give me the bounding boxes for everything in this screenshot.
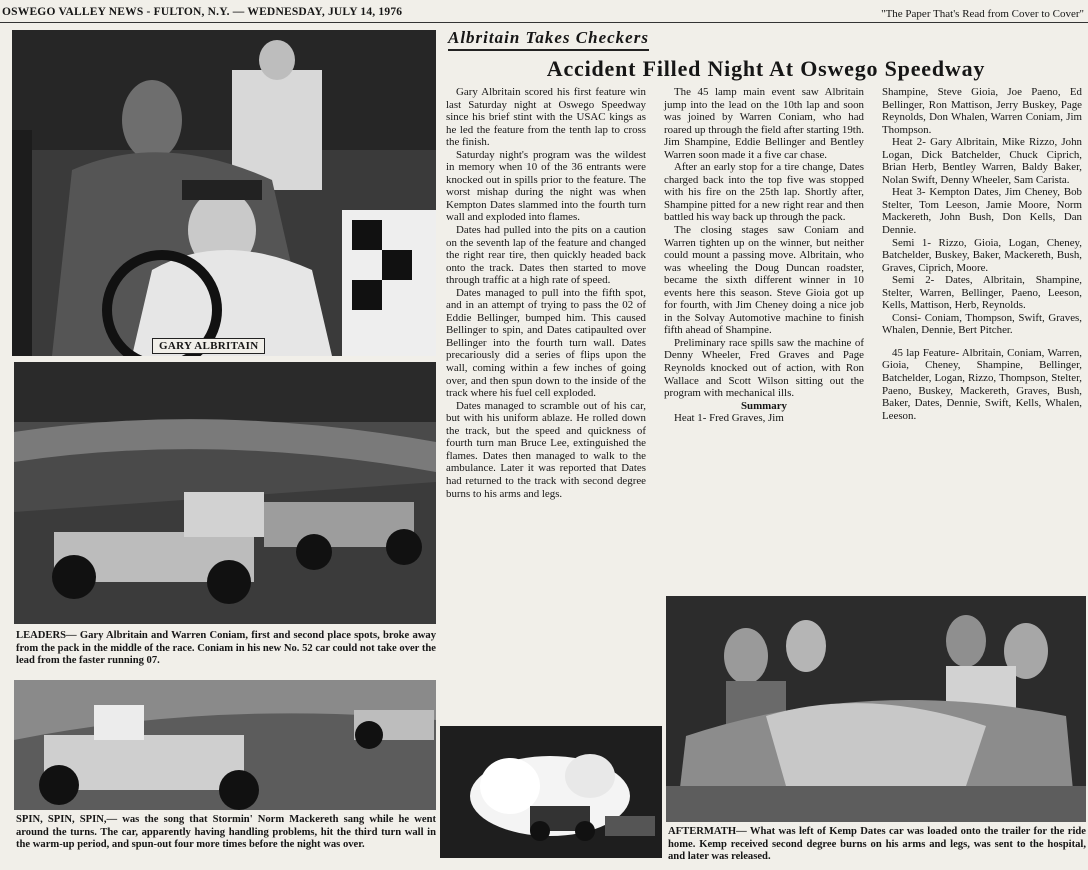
photo-label-gary-albritain: GARY ALBRITAIN xyxy=(152,338,265,354)
summary-title: Summary xyxy=(741,399,787,412)
article-headline: Accident Filled Night At Oswego Speedway xyxy=(546,56,986,81)
summary-heat1: Heat 1- Fred Graves, Jim xyxy=(674,412,784,425)
col1-paragraph: Gary Albritain scored his first feature win last Saturday night at Oswego Speedway since his brief stint with the USAC kings as he led the feature from the tenth lap to cross the finish. xyxy=(446,86,646,149)
article-kicker: Albritain Takes Checkers xyxy=(448,28,649,51)
col3-paragraph: Heat 2- Gary Albritain, Mike Rizzo, John Logan, Dick Batchelder, Chuck Ciprich, Brian Herb, Bentley Warren, Baldy Baker, Nolan Swift, Denny Wheeler, Sam Carista. xyxy=(882,136,1082,186)
photo-aftermath xyxy=(666,596,1086,822)
caption-leaders: LEADERS— Gary Albritain and Warren Coniam, first and second place spots, broke away from the pack in the middle of the race. Coniam in his new No. 52 car could not take over the lead from the faster running 07. xyxy=(16,630,436,667)
col3-paragraph: Semi 2- Dates, Albritain, Shampine, Stelter, Warren, Bellinger, Paeno, Leeson, Kells, Mattison, Herb, Reynolds. xyxy=(882,274,1082,312)
col2-paragraph: The 45 lamp main event saw Albritain jump into the lead on the 10th lap and soon was joined by Warren Coniam, who had roared up through the field after starting 19th. Jim Shampine, Eddie Bellinger and Bentley Warren soon made it a five car chase. xyxy=(664,86,864,161)
photo-driver-portrait xyxy=(12,30,436,356)
masthead-rule xyxy=(0,22,1088,23)
col1-paragraph: Saturday night's program was the wildest in memory when 10 of the 36 entrants were knocked out in spills prior to the feature. The worst mishap during the night was when Kempton Dates slammed into the fourth turn wall and exploded into flames. xyxy=(446,148,646,224)
col2-paragraph: Preliminary race spills saw the machine of Denny Wheeler, Fred Graves and Page Reynolds knocked out of action, with Ron Wallace and Scott Wilson sitting out the program with mechanical ills. xyxy=(664,336,864,400)
masthead-left: OSWEGO VALLEY NEWS - FULTON, N.Y. — WEDNESDAY, JULY 14, 1976 xyxy=(2,6,403,18)
col3-paragraph: 45 lap Feature- Albritain, Coniam, Warren, Gioia, Cheney, Shampine, Bellinger, Batchelder, Logan, Rizzo, Thompson, Stelter, Paeno, Buskey, Mackereth, Graves, Bush, Baker, Dates, Dennie, Swift, Kells, Whalen, Leeson. xyxy=(882,346,1082,422)
article-column-2 xyxy=(664,86,864,425)
col3-paragraph: Consi- Coniam, Thompson, Swift, Graves, Whalen, Dennie, Bert Pitcher. xyxy=(882,311,1082,337)
article-column-3 xyxy=(882,86,1082,422)
col1-paragraph: Dates had pulled into the pits on a caution on the seventh lap of the feature and changed the right rear tire, then quickly headed back onto the track. Dates then started to move through traffic at a high rate of speed. xyxy=(446,224,646,287)
col3-paragraph: Heat 3- Kempton Dates, Jim Cheney, Bob Stelter, Tom Leeson, Jamie Moore, Norm Mackereth, John Bush, Don Kells, Dan Dennie. xyxy=(882,186,1082,237)
article-column-1 xyxy=(446,86,646,500)
masthead-slogan: "The Paper That's Read from Cover to Cover" xyxy=(881,8,1084,20)
col2-paragraph: The closing stages saw Coniam and Warren tighten up on the winner, but neither could mount a passing move. Albritain, who was wheeling the Doug Duncan roadster, became the sixth different winner in 10 events here this season. Steve Gioia got up for fourth, with Jim Cheney doing a nice job in the Solvay Automotive machine to finish fifth ahead of Shampine. xyxy=(664,224,864,337)
caption-aftermath: AFTERMATH— What was left of Kemp Dates car was loaded onto the trailer for the ride home. Kemp received second degree burns on his arms and legs, was sent to the hospital, and later was released. xyxy=(668,826,1086,863)
photo-leaders-race xyxy=(14,362,436,624)
photo-fire xyxy=(440,726,662,858)
photo-spin xyxy=(14,680,436,810)
col1-paragraph: Dates managed to pull into the fifth spot, and in an attempt of trying to pass the 02 of Eddie Bellinger, bumped him. This caused Bellinger to spin, and Dates catipaulted over Bellinger into the fourth turn wall. Dates precariously did a series of flips upon the wall, coming within a few inches of going over, and then spun down to the inside of the track where his fuel cell exploded. xyxy=(446,286,646,400)
col1-paragraph: Dates managed to scramble out of his car, but with his uniform ablaze. He rolled down the track, but the speed and quickness of fourth turn man Bruce Lee, extinguished the flames. Dates then managed to walk to the ambulance. Later it was reported that Dates had returned to the track with second degree burns to his arms and legs. xyxy=(446,399,646,500)
caption-spin: SPIN, SPIN, SPIN,— was the song that Stormin' Norm Mackereth sang while he went around the turns. The car, apparently having handling problems, hit the third turn wall in the warm-up period, and spun-out four more times before the night was over. xyxy=(16,814,436,851)
col3-paragraph: Shampine, Steve Gioia, Joe Paeno, Ed Bellinger, Ron Mattison, Jerry Buskey, Page Reynolds, Don Whalen, Warren Coniam, Jim Thompson. xyxy=(882,86,1082,136)
col2-paragraph: After an early stop for a tire change, Dates charged back into the top five was stopped with his fire on the 25th lap. Shortly after, Shampine pitted for a new right rear and then battled his way back up through the pack. xyxy=(664,161,864,224)
col3-paragraph: Semi 1- Rizzo, Gioia, Logan, Cheney, Batchelder, Buskey, Baker, Mackereth, Bush, Graves, Ciprich, Moore. xyxy=(882,236,1082,274)
